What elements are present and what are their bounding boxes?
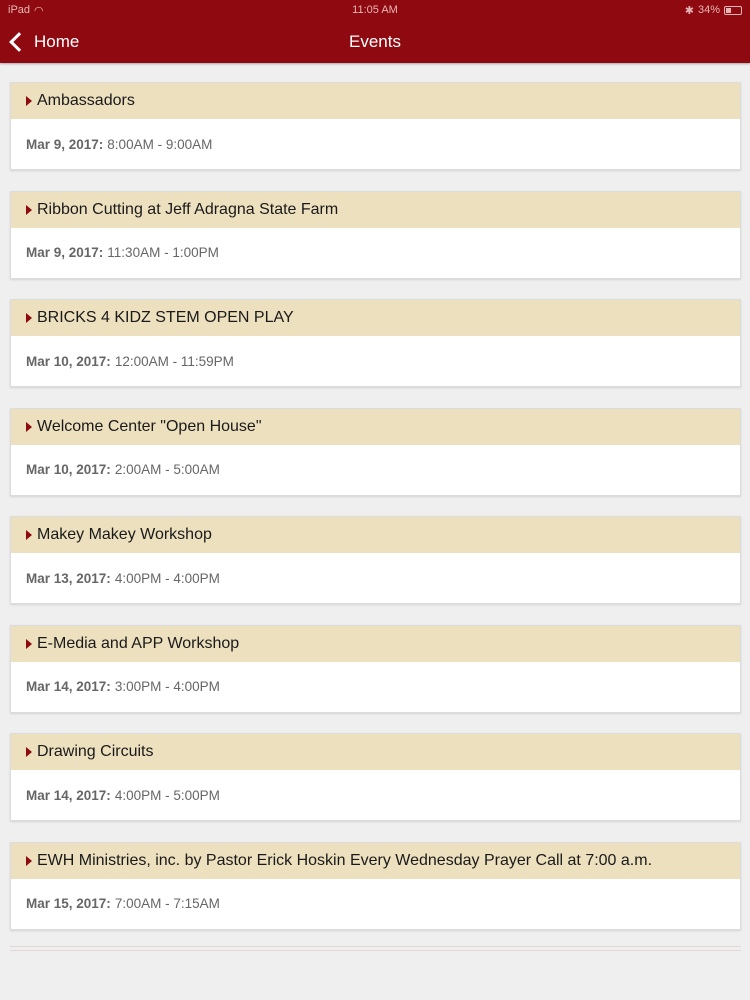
event-card[interactable] bbox=[10, 299, 741, 387]
battery-percent: 34% bbox=[697, 4, 720, 16]
event-title: E-Media and APP Workshop bbox=[37, 634, 240, 652]
disclosure-triangle-icon bbox=[26, 205, 32, 215]
disclosure-triangle-icon bbox=[26, 856, 32, 866]
status-bar bbox=[0, 0, 750, 20]
event-date: Mar 14, 2017: bbox=[26, 679, 111, 694]
status-time: 11:05 AM bbox=[352, 4, 398, 16]
event-header[interactable] bbox=[11, 843, 740, 879]
disclosure-triangle-icon bbox=[26, 530, 32, 540]
event-card[interactable] bbox=[10, 733, 741, 821]
event-time: 4:00PM - 5:00PM bbox=[114, 787, 220, 803]
disclosure-triangle-icon bbox=[26, 747, 32, 757]
event-time: 8:00AM - 9:00AM bbox=[107, 136, 213, 152]
event-title: Ambassadors bbox=[37, 92, 135, 109]
event-list bbox=[10, 82, 741, 950]
bluetooth-icon: ✱ bbox=[684, 4, 694, 17]
event-card[interactable] bbox=[10, 842, 741, 930]
event-time: 2:00AM - 5:00AM bbox=[114, 462, 220, 477]
event-time: 11:30AM - 1:00PM bbox=[107, 245, 219, 260]
event-body bbox=[11, 553, 740, 603]
event-header[interactable] bbox=[11, 517, 740, 553]
event-body bbox=[11, 119, 740, 169]
disclosure-triangle-icon bbox=[26, 96, 32, 106]
device-label: iPad bbox=[8, 4, 31, 16]
event-header[interactable] bbox=[11, 409, 740, 445]
event-header[interactable] bbox=[11, 734, 740, 770]
back-button-label: Home bbox=[34, 31, 80, 51]
event-date: Mar 10, 2017: bbox=[26, 462, 111, 477]
status-right bbox=[685, 4, 742, 17]
event-header[interactable] bbox=[11, 192, 740, 228]
event-title: Drawing Circuits bbox=[37, 743, 154, 760]
event-header[interactable] bbox=[11, 300, 740, 336]
event-time: 3:00PM - 4:00PM bbox=[114, 679, 220, 694]
event-date: Mar 13, 2017: bbox=[26, 570, 111, 586]
event-card[interactable] bbox=[10, 625, 741, 713]
wifi-icon: ◠ bbox=[34, 4, 44, 17]
event-date: Mar 15, 2017: bbox=[26, 896, 111, 911]
back-button[interactable] bbox=[8, 20, 79, 63]
event-body bbox=[11, 336, 740, 386]
disclosure-triangle-icon bbox=[26, 422, 32, 432]
event-body bbox=[11, 879, 740, 929]
chevron-left-icon bbox=[9, 32, 29, 52]
event-title: Makey Makey Workshop bbox=[37, 526, 212, 543]
page-title: Events bbox=[349, 31, 401, 51]
event-title: Welcome Center "Open House" bbox=[37, 417, 262, 435]
list-end-divider bbox=[10, 946, 741, 951]
event-time: 12:00AM - 11:59PM bbox=[114, 353, 234, 369]
battery-icon bbox=[724, 6, 742, 15]
event-card[interactable] bbox=[10, 516, 741, 604]
event-body bbox=[11, 770, 740, 820]
event-date: Mar 9, 2017: bbox=[26, 136, 104, 152]
disclosure-triangle-icon bbox=[26, 313, 32, 323]
event-title: BRICKS 4 KIDZ STEM OPEN PLAY bbox=[37, 309, 294, 326]
event-body bbox=[11, 662, 740, 712]
event-body bbox=[11, 228, 740, 278]
event-date: Mar 10, 2017: bbox=[26, 353, 111, 369]
event-time: 4:00PM - 4:00PM bbox=[114, 570, 220, 586]
event-card[interactable] bbox=[10, 191, 741, 279]
event-date: Mar 9, 2017: bbox=[26, 245, 104, 260]
event-header[interactable] bbox=[11, 626, 740, 662]
event-date: Mar 14, 2017: bbox=[26, 787, 111, 803]
event-time: 7:00AM - 7:15AM bbox=[114, 896, 220, 911]
navigation-bar bbox=[0, 20, 750, 63]
event-title: EWH Ministries, inc. by Pastor Erick Hoskin Every Wednesday Prayer Call at 7:00 a.m. bbox=[37, 851, 653, 869]
event-header[interactable] bbox=[11, 83, 740, 119]
status-left bbox=[8, 4, 44, 17]
event-title: Ribbon Cutting at Jeff Adragna State Farm bbox=[37, 200, 339, 218]
event-card[interactable] bbox=[10, 408, 741, 496]
event-body bbox=[11, 445, 740, 495]
disclosure-triangle-icon bbox=[26, 639, 32, 649]
event-card[interactable] bbox=[10, 82, 741, 170]
